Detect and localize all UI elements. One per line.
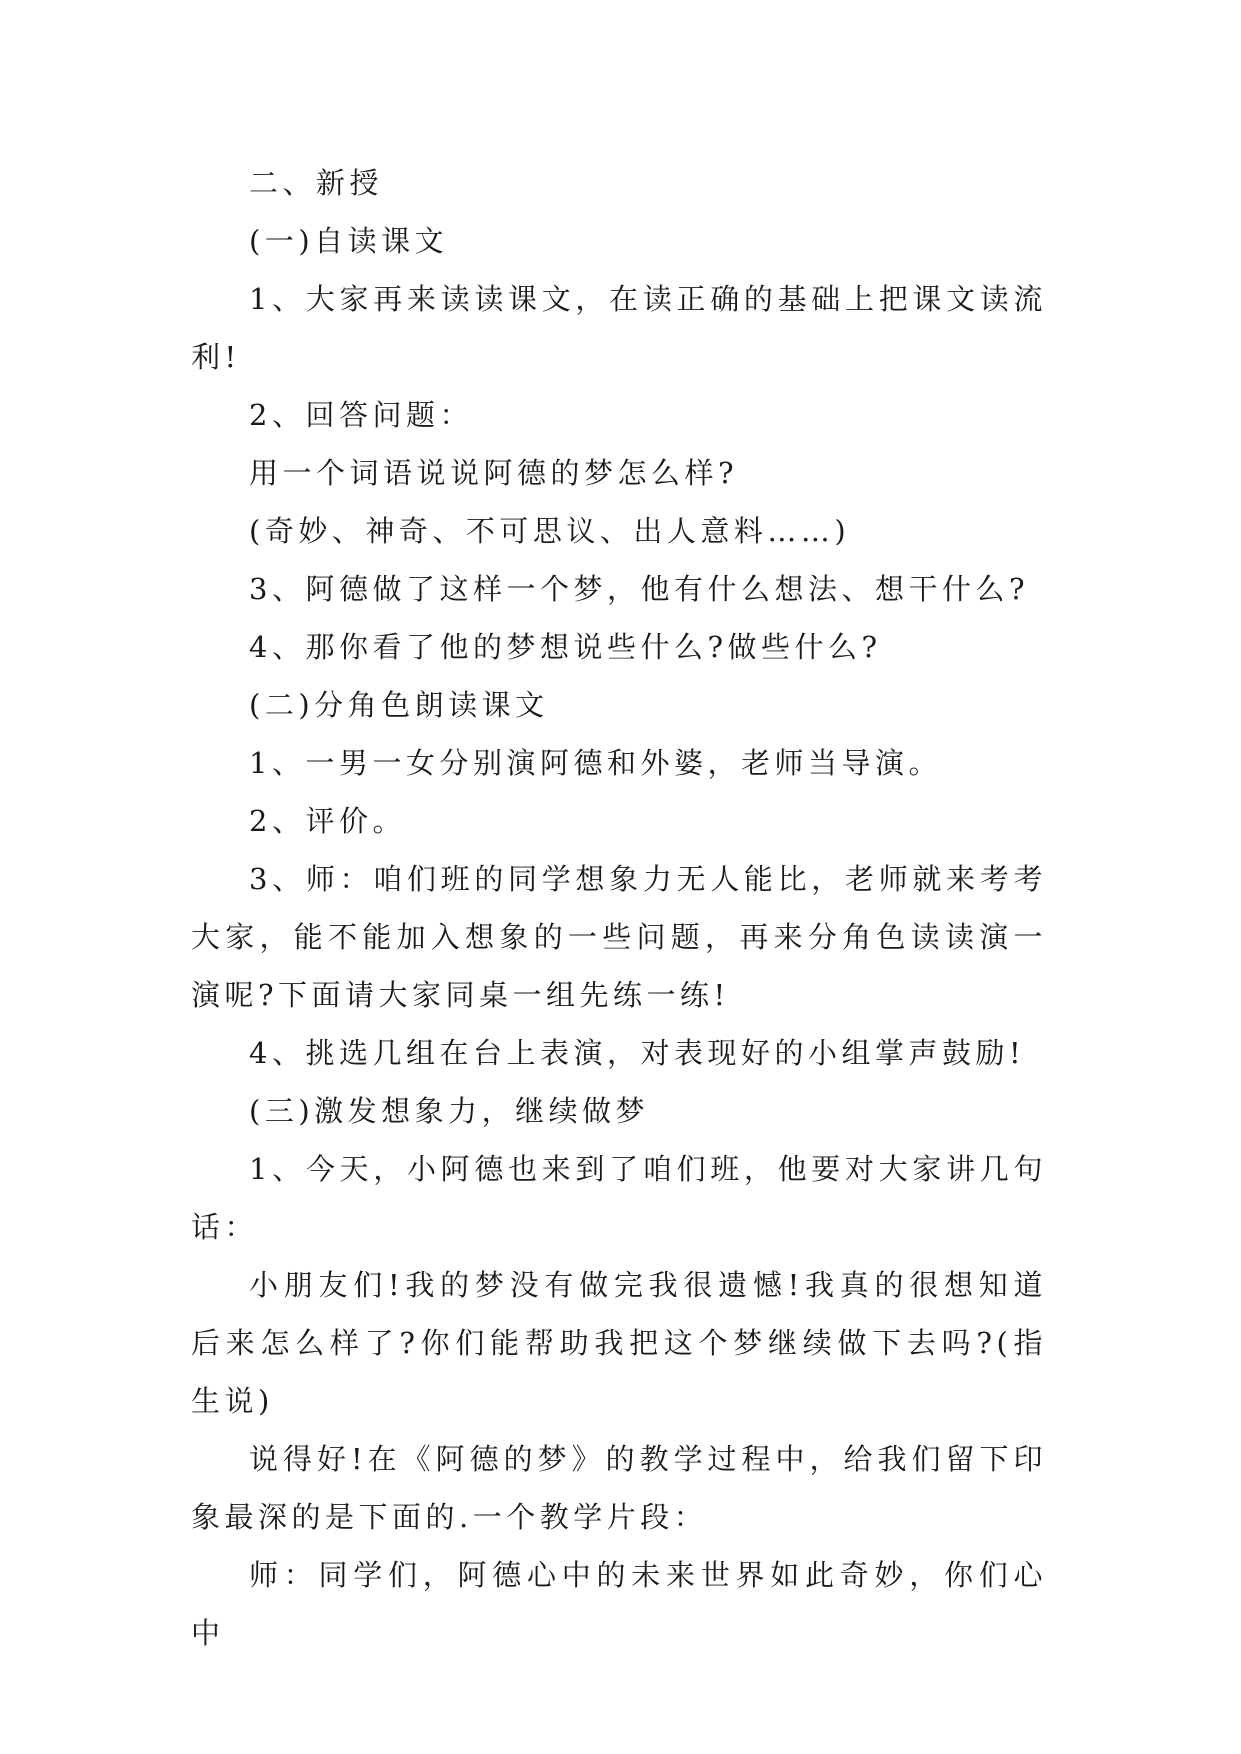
subsection-heading: (三)激发想象力，继续做梦: [249, 1094, 650, 1128]
subsection-heading: (一)自读课文: [249, 224, 449, 258]
paragraph: 用一个词语说说阿德的梦怎么样?: [249, 456, 739, 490]
paragraph: 3、师：咱们班的同学想象力无人能比，老师就来考考大家，能不能加入想象的一些问题，再来分角色读读演一演呢?下面请大家同桌一组先练一练!: [191, 862, 1047, 1012]
paragraph: (奇妙、神奇、不可思议、出人意料……): [249, 514, 851, 548]
paragraph: 1、一男一女分别演阿德和外婆，老师当导演。: [249, 746, 942, 780]
paragraph: 1、大家再来读读课文，在读正确的基础上把课文读流利!: [191, 282, 1047, 374]
paragraph: 2、回答问题：: [249, 398, 473, 432]
paragraph: 小朋友们!我的梦没有做完我很遗憾!我真的很想知道后来怎么样了?你们能帮助我把这个梦继续做下去吗?(指生说): [191, 1268, 1047, 1418]
paragraph: 1、今天，小阿德也来到了咱们班，他要对大家讲几句话：: [191, 1152, 1047, 1244]
paragraph: 4、那你看了他的梦想说些什么?做些什么?: [249, 630, 882, 664]
paragraph: 4、挑选几组在台上表演，对表现好的小组掌声鼓励!: [249, 1036, 1026, 1070]
document-body: [191, 154, 1047, 1662]
paragraph: 师：同学们，阿德心中的未来世界如此奇妙，你们心中: [191, 1558, 1047, 1650]
paragraph: 3、阿德做了这样一个梦，他有什么想法、想干什么?: [249, 572, 1029, 606]
paragraph: 2、评价。: [249, 804, 406, 838]
section-heading: 二、新授: [249, 166, 384, 200]
subsection-heading: (二)分角色朗读课文: [249, 688, 549, 722]
paragraph: 说得好!在《阿德的梦》的教学过程中，给我们留下印象最深的是下面的.一个教学片段：: [191, 1442, 1047, 1534]
